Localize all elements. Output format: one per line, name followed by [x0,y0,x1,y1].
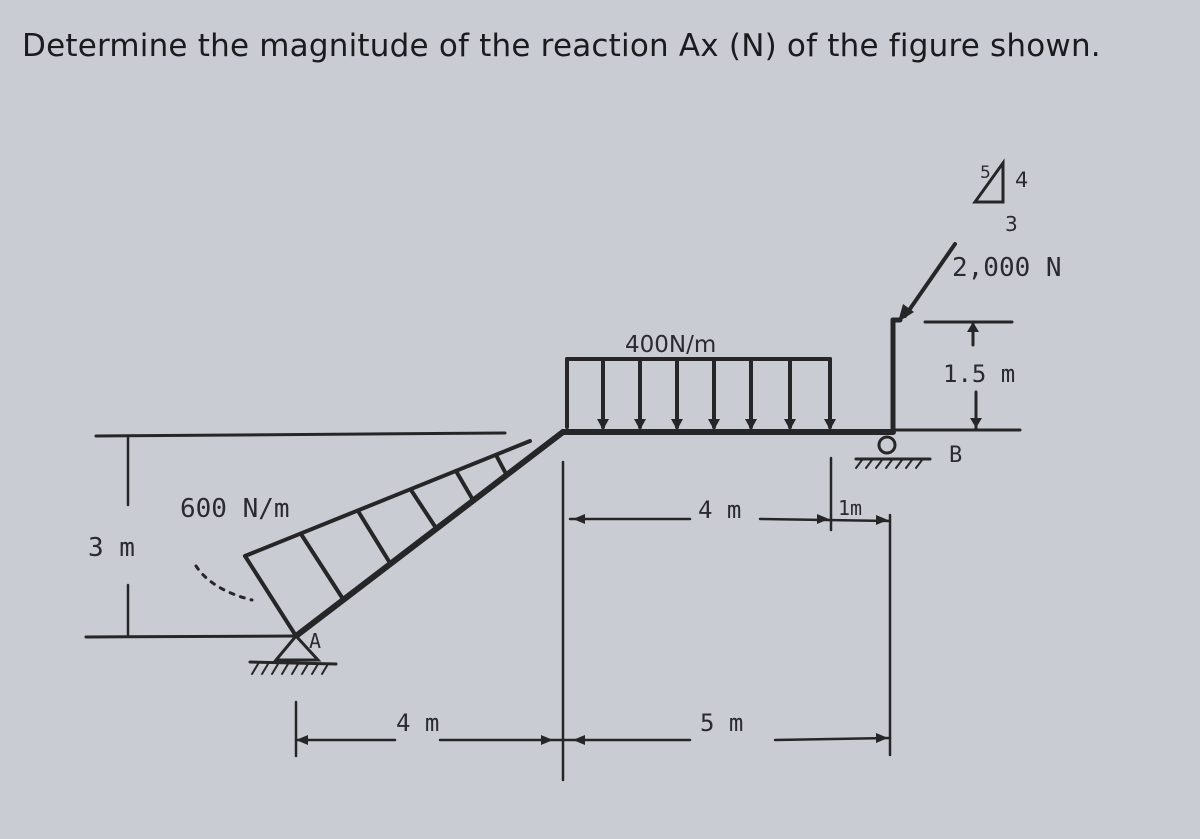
post-height-label: 1.5 m [943,360,1016,388]
span-right-label: 5 m [700,709,744,737]
slope-vertical-label: 4 [1015,168,1029,192]
span-incline-label: 4 m [396,709,440,737]
pin-support-a [250,636,336,674]
dim-arrowheads [296,514,888,745]
right-post [893,320,900,432]
load-arrowheads [597,419,836,430]
support-b-label: B [949,443,963,468]
support-a-label: A [309,629,322,653]
inclined-member [296,432,563,636]
triangular-load-label: 600 N/m [180,494,290,524]
triangular-distributed-load [245,441,530,636]
roller-support-b [856,437,930,468]
uniform-distributed-load [567,359,830,427]
point-load-arrow [905,244,955,316]
dim-arrowhead [970,418,982,428]
span-top-label: 4 m [698,496,742,524]
bottom-dimension [296,515,890,756]
slope-hyp-label: 5 [980,163,991,183]
uniform-load-label: 400N/m [625,332,717,358]
load-pointer-arc [196,566,252,600]
overhang-label: 1m [838,496,863,520]
point-load-label: 2,000 N [952,253,1062,283]
question-text: Determine the magnitude of the reaction Ax (N) of the figure shown. [22,28,1101,64]
height-left-label: 3 m [88,533,135,563]
slope-horizontal-label: 3 [1005,212,1018,236]
